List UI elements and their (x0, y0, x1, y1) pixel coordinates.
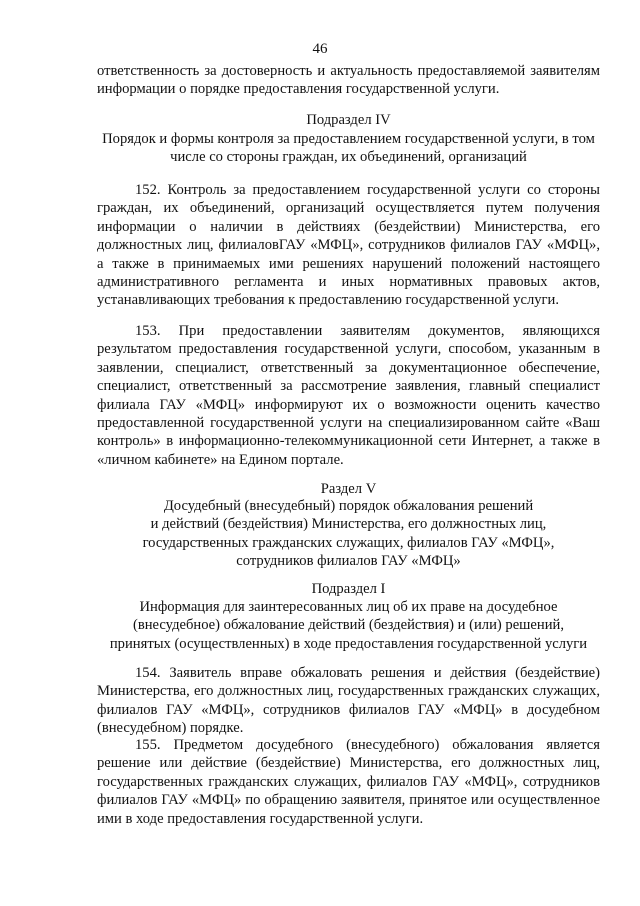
subsection-i-label: Подраздел I (311, 581, 386, 597)
section-v-title-line: и действий (бездействия) Министерства, его должностных лиц, (150, 516, 547, 533)
subsection-iv-label: Подраздел IV (306, 112, 391, 128)
subsection-i-title-line: (внесудебное) обжалование действий (бездействия) и (или) решений, (133, 617, 564, 634)
section-v-title-line: государственных гражданских служащих, филиалов ГАУ «МФЦ», (142, 534, 555, 551)
section-v-title-line: сотрудников филиалов ГАУ «МФЦ» (236, 553, 461, 570)
section-v-title (97, 497, 600, 571)
paragraph-155: 155. Предметом досудебного (внесудебного) обжалования является решение или действие (бездействие) Министерства, его должностных лиц, государственных гражданских служащих, филиалов ГАУ «МФЦ», сотрудников филиалов ГАУ «МФЦ» по обращению заявителя, принятое или осуществленное ими в ходе предоставления государственной услуги. (97, 737, 600, 827)
paragraph-154: 154. Заявитель вправе обжаловать решения и действия (бездействие) Министерства, его должностных лиц, государственных гражданских служащих, филиалов ГАУ «МФЦ», сотрудников филиалов ГАУ «МФЦ» в досудебном (внесудебном) порядке. (97, 665, 600, 737)
intro-paragraph: ответственность за достоверность и актуальность предоставляемой заявителям информации о порядке предоставления государственной услуги. (97, 63, 600, 98)
section-v-label: Раздел V (320, 481, 377, 497)
paragraph-152: 152. Контроль за предоставлением государственной услуги со стороны граждан, их объединений, организаций осуществляется путем получения информации о наличии в действиях (бездействии) Министерства, его должностных лиц, филиаловГАУ «МФЦ», сотрудников филиалов ГАУ «МФЦ», а также в принимаемых ими решениях нарушений положений настоящего административного регламента и иных нормативных правовых актов, устанавливающих требования к предоставлению государственной услуги. (97, 182, 600, 309)
subsection-i-title-line: принятых (осуществленных) в ходе предоставления государственной услуги (109, 635, 588, 652)
section-v-title-line: Досудебный (внесудебный) порядок обжалования решений (163, 498, 534, 514)
paragraph-153: 153. При предоставлении заявителям документов, являющихся результатом предоставления государственной услуги, способом, указанным в заявлении, специалист, ответственный за документационное обеспечение, специалист, ответственный за рассмотрение заявления, главный специалист филиала ГАУ «МФЦ» информируют их о возможности оценить качество предоставленной государственной услуги на специализированном сайте «Ваш контроль» в информационно-телекоммуникационной сети Интернет, а также в «личном кабинете» на Едином портале. (97, 323, 600, 468)
page-number: 46 (312, 41, 328, 57)
subsection-iv-title: Порядок и формы контроля за предоставлением государственной услуги, в том числе со стороны граждан, их объединений, организаций (102, 131, 595, 166)
subsection-i-title-line: Информация для заинтересованных лиц об их праве на досудебное (139, 599, 558, 615)
subsection-i-title (97, 598, 600, 653)
